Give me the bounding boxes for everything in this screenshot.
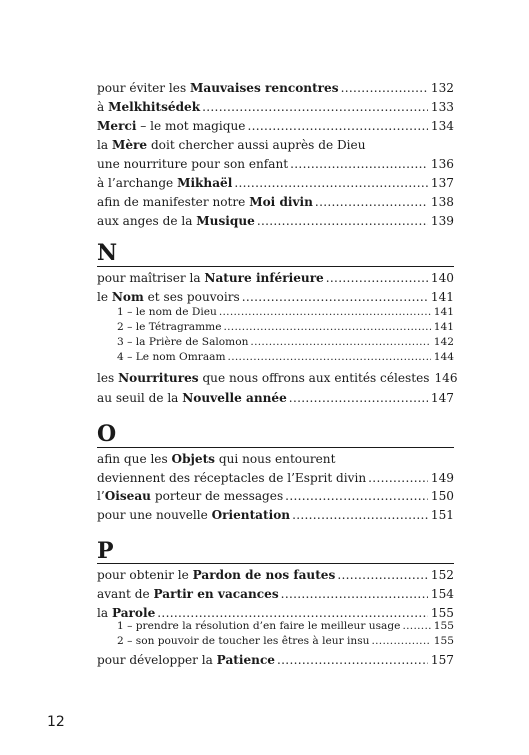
section-rule [97,563,454,564]
index-text: porteur de messages [150,489,284,503]
page-reference: 133 [430,100,454,114]
index-text: la [97,138,112,152]
entry-text [97,566,335,585]
index-entry [97,79,454,98]
entry-line [97,155,454,174]
index-keyword: Nouvelle année [182,391,287,405]
entry-line [117,634,454,649]
index-subentry [117,305,454,320]
entry-line [97,369,458,388]
index-text: 2 – le Tétragramme [117,321,222,333]
page-reference: 140 [430,271,454,285]
index-entry [97,117,454,136]
entry-text [97,136,365,155]
page-reference: 147 [430,391,454,405]
dot-leader [290,155,428,174]
entry-line [97,79,454,98]
index-text: pour développer la [97,653,217,667]
dot-leader [315,193,428,212]
page-reference: 141 [430,290,454,304]
page-reference: 155 [430,606,454,620]
dot-leader [247,117,427,136]
index-keyword: Pardon de nos fautes [192,568,336,582]
page-reference: 137 [430,176,454,190]
index-text: 1 – le nom de Dieu [117,306,217,318]
index-keyword: Patience [216,653,276,667]
entry-text [97,155,288,174]
entry-line [97,212,454,231]
entry-line [97,269,454,288]
index-entry [97,193,454,212]
index-keyword: Mère [111,138,148,152]
entry-text [117,619,400,634]
index-text: à [97,100,109,114]
index-entry [97,651,454,670]
entry-text [117,350,226,365]
dot-leader [326,269,428,288]
index-entry [97,136,454,174]
section-letter: P [97,538,114,564]
entry-text [97,506,290,525]
dot-leader [250,335,430,350]
dot-leader [219,305,431,320]
index-entry [97,566,454,585]
index-text: – le mot magique [136,119,246,133]
page-reference: 132 [430,81,454,95]
index-text: 1 – prendre la résolution d’en faire le meilleur usage [117,620,401,632]
dot-leader [281,585,428,604]
entry-first-line [97,136,454,155]
entry-line [97,487,454,506]
dot-leader [228,350,431,365]
index-keyword: Merci [97,119,137,133]
page-reference: 149 [430,471,454,485]
index-keyword: Partir en vacances [153,587,279,601]
entry-text [117,305,217,320]
index-keyword: Mikhaël [177,176,233,190]
index-text: pour maîtriser la [97,271,205,285]
index-text: le [97,290,112,304]
entry-text [97,117,245,136]
entry-text [97,469,366,488]
dot-leader [285,487,428,506]
page-reference: 138 [430,195,454,209]
dot-leader [234,174,428,193]
index-entry [97,212,454,231]
index-text: pour éviter les [97,81,191,95]
index-subentry [117,634,454,649]
index-keyword: Musique [196,214,255,228]
index-text: et ses pouvoirs [143,290,240,304]
index-entry [97,174,454,193]
entry-text [97,269,324,288]
index-text: 4 – Le nom Omraam [117,351,226,363]
entry-text [97,389,287,408]
entry-text [97,651,275,670]
index-text: que nous offrons aux entités célestes [198,371,430,385]
index-text: 3 – la Prière de Salomon [117,336,249,348]
index-text: pour obtenir le [97,568,193,582]
index-subentry [117,619,454,634]
entry-text [97,98,200,117]
index-entry [97,487,454,506]
section-rule [97,266,454,267]
index-keyword: Nourritures [118,371,199,385]
entry-line [97,506,454,525]
entry-text [117,634,369,649]
dot-leader [337,566,428,585]
index-text: une nourriture pour son enfant [97,157,289,171]
page-reference: 141 [433,306,454,318]
index-text: afin de manifester notre [97,195,250,209]
index-text: les [97,371,119,385]
entry-line [97,193,454,212]
entry-line [97,651,454,670]
entry-line [117,350,454,365]
index-entry [97,450,454,488]
page-reference: 154 [430,587,454,601]
index-keyword: Parole [111,606,156,620]
entry-first-line [97,450,454,469]
index-keyword: Orientation [211,508,291,522]
index-text: la [97,606,112,620]
entry-line [97,117,454,136]
index-text: doit chercher aussi auprès de Dieu [147,138,366,152]
section-rule [97,447,454,448]
section-letter: O [97,421,117,447]
dot-leader [371,634,430,649]
index-text: au seuil de la [97,391,183,405]
page-number: 12 [47,714,65,730]
entry-text [97,487,283,506]
page-reference: 150 [430,489,454,503]
page-reference: 157 [430,653,454,667]
index-entry [97,369,458,388]
index-keyword: Objets [171,452,215,466]
dot-leader [277,651,428,670]
entry-line [117,619,454,634]
entry-text [97,79,339,98]
dot-leader [202,98,428,117]
dot-leader [341,79,428,98]
page-reference: 136 [430,157,454,171]
entry-line [117,305,454,320]
index-subentry [117,335,454,350]
index-text: avant de [97,587,154,601]
index-text: afin que les [97,452,172,466]
page-reference: 144 [433,351,454,363]
index-text: 2 – son pouvoir de toucher les êtres à leur insu [117,635,370,647]
index-text: à l’archange [97,176,178,190]
page-reference: 155 [433,635,454,647]
index-text: aux anges de la [97,214,197,228]
index-subentry [117,350,454,365]
dot-leader [289,389,428,408]
index-keyword: Moi divin [249,195,313,209]
index-entry [97,389,454,408]
dot-leader [292,506,428,525]
entry-text [117,335,248,350]
entry-text [97,174,232,193]
page-reference: 155 [433,620,454,632]
index-text: qui nous entourent [215,452,336,466]
index-text: l’ [97,489,105,503]
dot-leader [368,469,428,488]
entry-text [97,369,429,388]
section-letter: N [97,240,118,266]
index-entry [97,269,454,288]
entry-line [97,174,454,193]
index-entry [97,585,454,604]
entry-text [117,320,221,335]
page-reference: 134 [430,119,454,133]
entry-line [97,566,454,585]
index-keyword: Nature inférieure [204,271,324,285]
entry-line [117,335,454,350]
entry-text [97,212,255,231]
index-subentry [117,320,454,335]
page-reference: 146 [434,371,458,385]
index-entry [97,506,454,525]
index-keyword: Oiseau [104,489,151,503]
entry-line [117,320,454,335]
index-text: pour une nouvelle [97,508,212,522]
index-keyword: Melkhitsédek [108,100,201,114]
entry-text [97,585,279,604]
entry-line [97,585,454,604]
entry-line [97,469,454,488]
page-reference: 152 [430,568,454,582]
page-reference: 139 [430,214,454,228]
index-keyword: Nom [111,290,144,304]
page-reference: 151 [430,508,454,522]
entry-text [97,193,313,212]
entry-line [97,98,454,117]
dot-leader [257,212,428,231]
page-reference: 141 [433,321,454,333]
dot-leader [223,320,430,335]
index-keyword: Mauvaises rencontres [190,81,339,95]
entry-text [97,450,335,469]
index-text: deviennent des réceptacles de l’Esprit divin [97,471,367,485]
page-reference: 142 [433,336,454,348]
dot-leader [402,619,430,634]
index-entry [97,98,454,117]
entry-line [97,389,454,408]
